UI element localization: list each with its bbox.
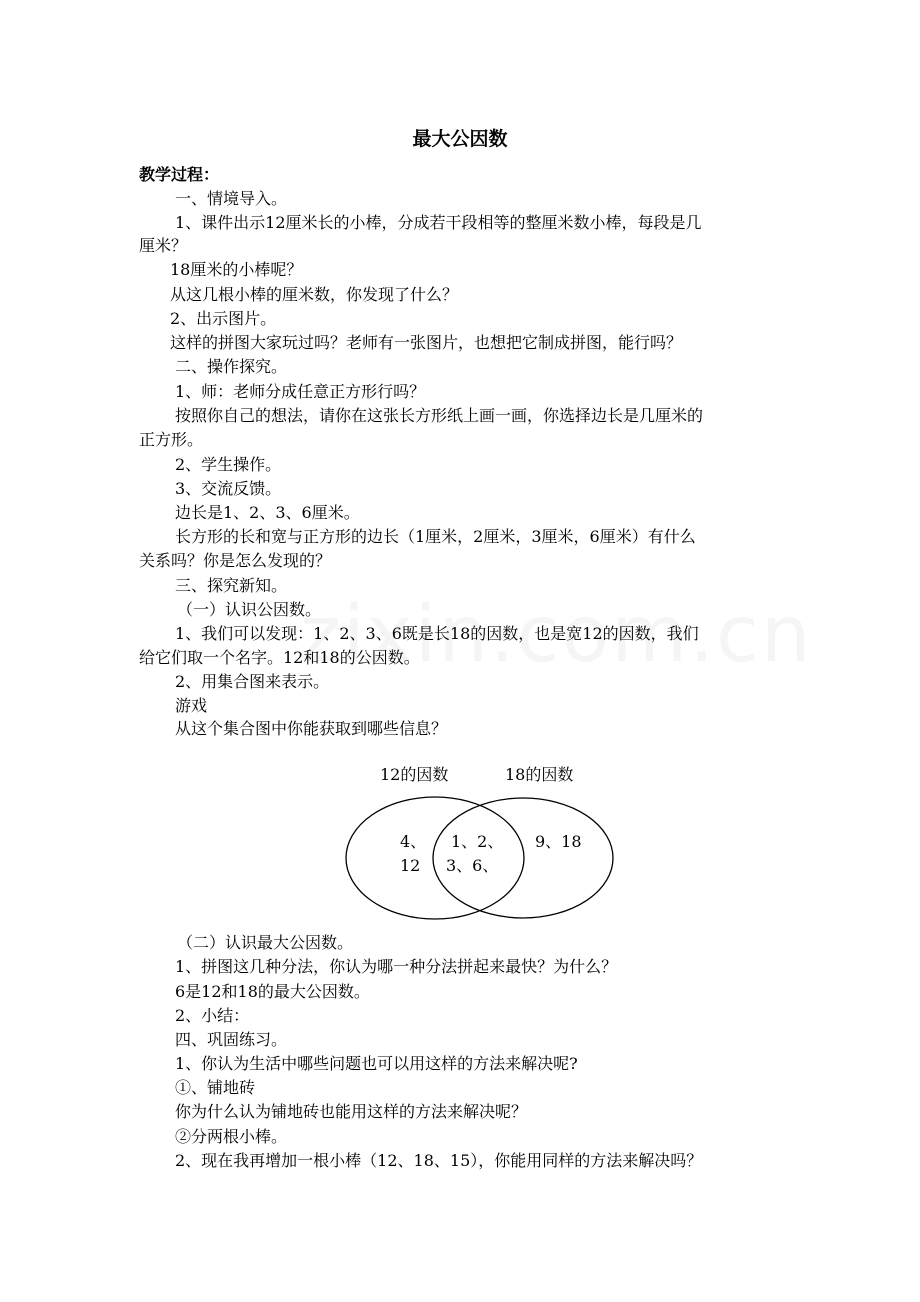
text-line: 2、现在我再增加一根小棒（12、18、15），你能用同样的方法来解决吗？ (175, 1151, 703, 1170)
text-line: 正方形。 (139, 430, 204, 449)
venn-common-2: 3、6、 (446, 856, 499, 875)
text-line: 边长是1、2、3、6厘米。 (175, 503, 360, 522)
text-line: 三、探究新知。 (175, 576, 288, 595)
text-line: 这样的拼图大家玩过吗？老师有一张图片，也想把它制成拼图，能行吗？ (170, 333, 683, 352)
text-line: 1、拼图这几种分法，你认为哪一种分法拼起来最快？为什么？ (175, 957, 618, 976)
text-line: 2、出示图片。 (170, 309, 277, 328)
text-line: 1、我们可以发现：1、2、3、6既是长18的因数，也是宽12的因数，我们 (175, 624, 699, 643)
venn-left-only-1: 4、 (400, 832, 427, 851)
text-line: 1、师：老师分成任意正方形行吗？ (175, 382, 426, 401)
text-line: 1、课件出示12厘米长的小棒，分成若干段相等的整厘米数小棒，每段是几 (175, 213, 702, 232)
text-line: （二）认识最大公因数。 (177, 933, 354, 952)
text-line: 关系吗？你是怎么发现的？ (139, 551, 332, 570)
text-line: 按照你自己的想法，请你在这张长方形纸上画一画，你选择边长是几厘米的 (175, 406, 704, 425)
text-line: 从这个集合图中你能获取到哪些信息？ (175, 719, 448, 738)
text-line: 18厘米的小棒呢？ (170, 260, 303, 279)
venn-diagram (340, 758, 630, 928)
text-line: ②分两根小棒。 (175, 1127, 288, 1146)
venn-common-1: 1、2、 (451, 832, 504, 851)
text-line: （一）认识公因数。 (177, 600, 322, 619)
text-line: 你为什么认为铺地砖也能用这样的方法来解决呢？ (175, 1102, 528, 1121)
venn-label-right: 18的因数 (505, 765, 574, 784)
text-line: 长方形的长和宽与正方形的边长（1厘米，2厘米，3厘米，6厘米）有什么 (175, 527, 696, 546)
document-title: 最大公因数 (412, 128, 508, 150)
text-line: 给它们取一个名字。12和18的公因数。 (139, 648, 420, 667)
venn-label-left: 12的因数 (380, 765, 449, 784)
venn-right-only: 9、18 (535, 832, 582, 851)
text-line: 一、情境导入。 (175, 189, 288, 208)
text-line: 游戏 (175, 696, 208, 715)
section-heading: 教学过程： (139, 165, 220, 184)
text-line: 2、用集合图来表示。 (175, 672, 330, 691)
venn-left-only-2: 12 (400, 856, 421, 875)
text-line: 3、交流反馈。 (175, 479, 282, 498)
text-line: 2、小结： (175, 1006, 250, 1025)
text-line: ①、铺地砖 (175, 1078, 256, 1097)
text-line: 1、你认为生活中哪些问题也可以用这样的方法来解决呢? (175, 1054, 578, 1073)
text-line: 厘米？ (139, 236, 188, 255)
text-line: 2、学生操作。 (175, 455, 282, 474)
text-line: 从这几根小棒的厘米数，你发现了什么？ (170, 285, 459, 304)
text-line: 四、巩固练习。 (175, 1030, 288, 1049)
text-line: 二、操作探究。 (175, 357, 288, 376)
text-line: 6是12和18的最大公因数。 (175, 982, 370, 1001)
